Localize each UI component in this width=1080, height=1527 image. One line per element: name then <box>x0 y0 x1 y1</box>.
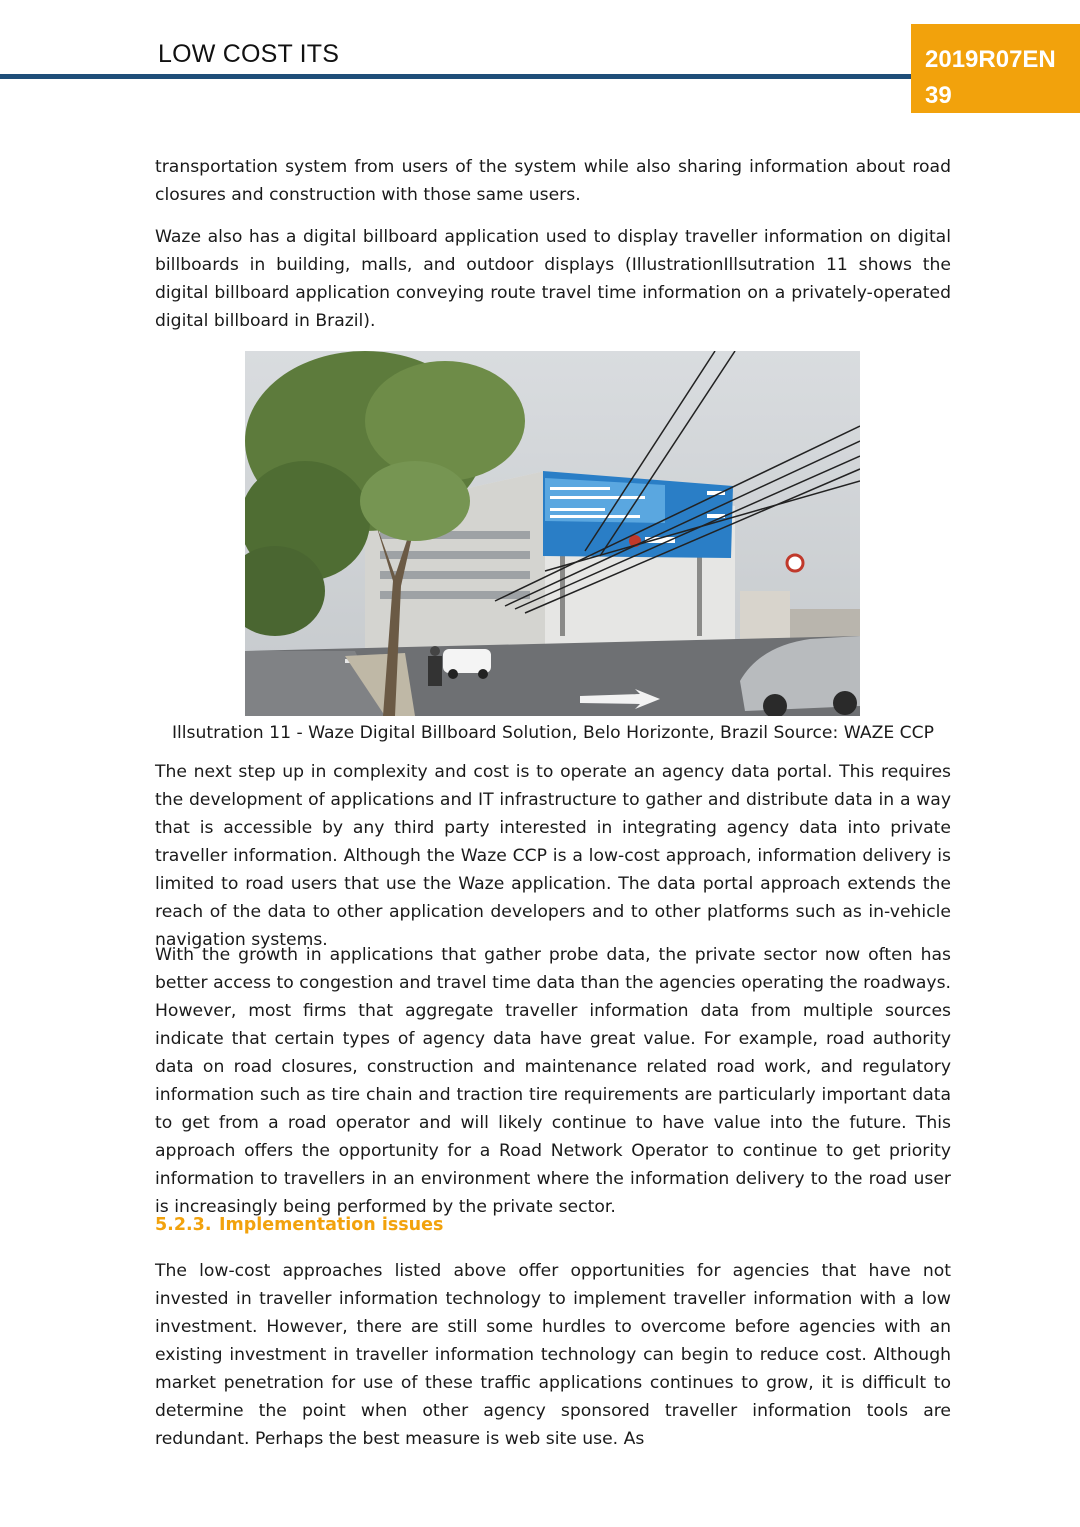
paragraph-text: Waze also has a digital billboard application used to display traveller information on digital billboards in building, malls, and outdoor displays (IllustrationIllsutration 11 shows the digital billboard application conveying route travel time information on a privately-operated digital billboard in Brazil). <box>155 227 951 331</box>
document-code: 2019R07EN <box>925 46 1056 73</box>
figure-caption: Illsutration 11 - Waze Digital Billboard Solution, Belo Horizonte, Brazil Source: WAZE CCP <box>171 723 935 743</box>
page-number: 39 <box>925 82 952 109</box>
paragraph-1 <box>155 153 951 209</box>
paragraph-text: The low-cost approaches listed above offer opportunities for agencies that have not invested in traveller information technology to implement traveller information with a low investment. However, there are still some hurdles to overcome before agencies with an existing investment in traveller information technology can begin to reduce cost. Although market penetration for use of these traffic applications continues to grow, it is difficult to determine the point when other agency sponsored traveller information tools are redundant. Perhaps the best measure is web site use. As <box>155 1261 951 1449</box>
street-scene-illustration <box>245 351 860 716</box>
paragraph-2 <box>155 223 951 335</box>
traffic-sign <box>787 555 803 571</box>
paragraph-text: The next step up in complexity and cost is to operate an agency data portal. This requires the development of applications and IT infrastructure to gather and distribute data in a way that is accessible by any third party interested in integrating agency data into private traveller information. Although the Waze CCP is a low-cost approach, information delivery is limited to road users that use the Waze application. The data portal approach extends the reach of the data to other application developers and to other platforms such as in-vehicle navigation systems. <box>155 762 951 950</box>
billboard-photo <box>245 351 860 716</box>
page-badge <box>911 24 1080 113</box>
running-header-title: LOW COST ITS <box>158 40 340 68</box>
section-heading <box>155 1215 443 1235</box>
paragraph-5 <box>155 1257 951 1453</box>
paragraph-4 <box>155 941 951 1221</box>
paragraph-text: transportation system from users of the system while also sharing information about road closures and construction with those same users. <box>155 157 951 205</box>
section-number: 5.2.3. <box>155 1215 212 1235</box>
section-title: Implementation issues <box>219 1215 444 1235</box>
header-rule <box>0 74 912 79</box>
paragraph-text: With the growth in applications that gather probe data, the private sector now often has better access to congestion and travel time data than the agencies operating the roadways. However, most firms that aggregate traveller information data from multiple sources indicate that certain types of agency data have great value. For example, road authority data on road closures, construction and maintenance related road work, and regulatory information such as tire chain and traction tire requirements are particularly important data to get from a road operator and will likely continue to have value into the future. This approach offers the opportunity for a Road Network Operator to continue to get priority information to travellers in an environment where the information delivery to the road user is increasingly being performed by the private sector. <box>155 945 951 1217</box>
paragraph-3 <box>155 758 951 954</box>
